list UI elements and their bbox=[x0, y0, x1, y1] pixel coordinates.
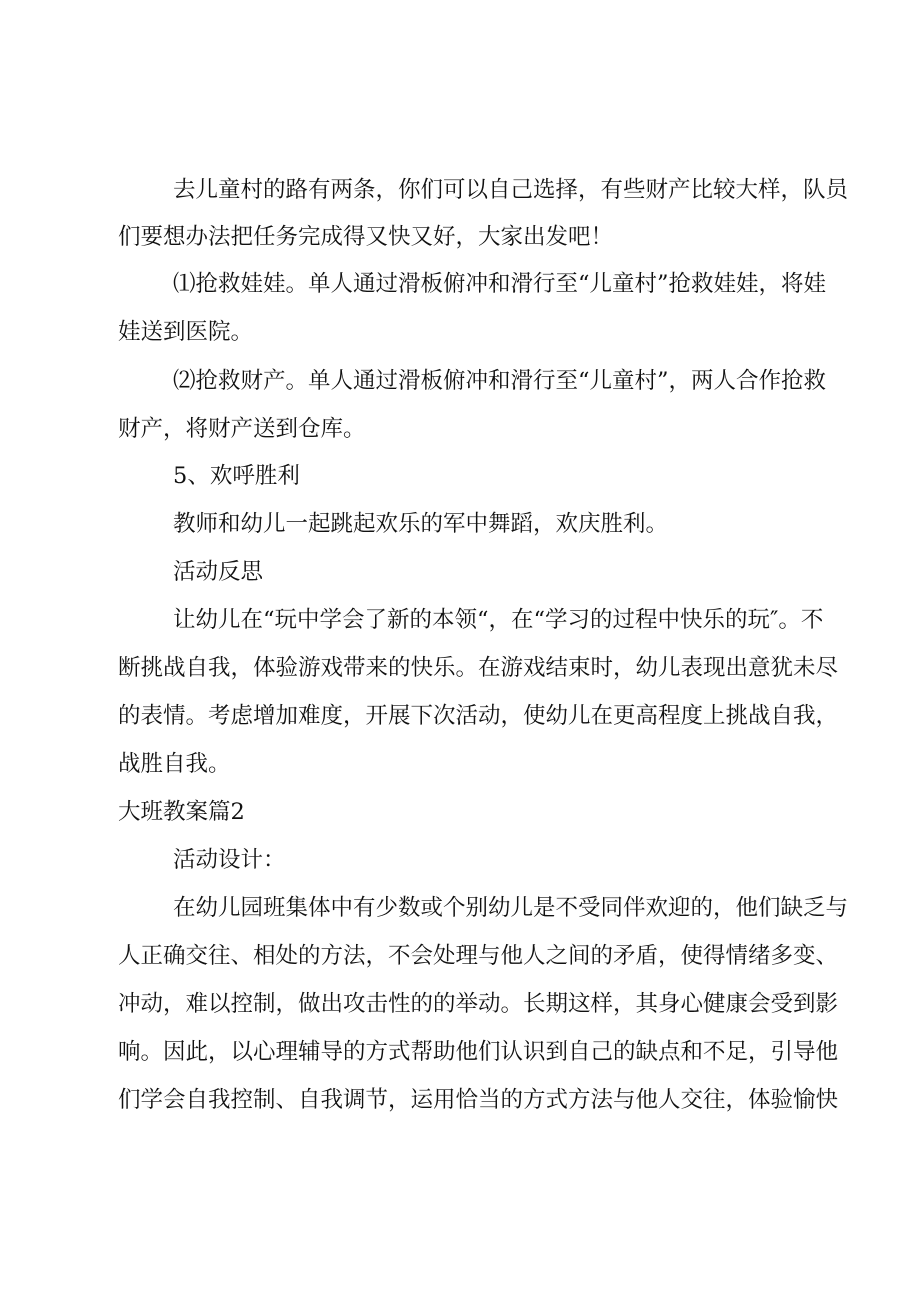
text-line: ⑴抢救娃娃。单人通过滑板俯冲和滑行至“儿童村”抢救娃娃，将娃 bbox=[173, 271, 827, 297]
text-line: 娃送到医院。 bbox=[118, 319, 254, 345]
text-line: 教师和幼儿一起跳起欢乐的军中舞蹈，欢庆胜利。 bbox=[173, 511, 669, 537]
text-line: 断挑战自我，体验游戏带来的快乐。在游戏结束时，幼儿表现出意犹未尽 bbox=[118, 655, 839, 681]
text-line: 响。因此，以心理辅导的方式帮助他们认识到自己的缺点和不足，引导他 bbox=[118, 1039, 839, 1065]
text-line: 在幼儿园班集体中有少数或个别幼儿是不受同伴欢迎的，他们缺乏与 bbox=[173, 895, 849, 921]
text-line: 去儿童村的路有两条，你们可以自己选择，有些财产比较大样，队员 bbox=[173, 177, 849, 203]
text-line: 冲动，难以控制，做出攻击性的的举动。长期这样，其身心健康会受到影 bbox=[118, 991, 839, 1017]
section-heading: 活动反思 bbox=[173, 559, 264, 585]
section-heading: 活动设计： bbox=[173, 847, 286, 873]
text-line: 财产，将财产送到仓库。 bbox=[118, 416, 366, 442]
text-line: ⑵抢救财产。单人通过滑板俯冲和滑行至“儿童村”，两人合作抢救 bbox=[173, 368, 827, 394]
text-line: 战胜自我。 bbox=[118, 751, 231, 777]
section-heading: 5、欢呼胜利 bbox=[173, 463, 300, 489]
chapter-title: 大班教案篇2 bbox=[118, 799, 245, 825]
text-line: 人正确交往、相处的方法，不会处理与他人之间的矛盾，使得情绪多变、 bbox=[118, 943, 839, 969]
text-line: 们学会自我控制、自我调节，运用恰当的方式方法与他人交往，体验愉快 bbox=[118, 1087, 839, 1113]
text-line: 让幼儿在“玩中学会了新的本领“，在“学习的过程中快乐的玩″。不 bbox=[173, 607, 824, 633]
text-line: 的表情。考虑增加难度，开展下次活动，使幼儿在更高程度上挑战自我， bbox=[118, 703, 839, 729]
text-line: 们要想办法把任务完成得又快又好，大家出发吧！ bbox=[118, 224, 614, 250]
